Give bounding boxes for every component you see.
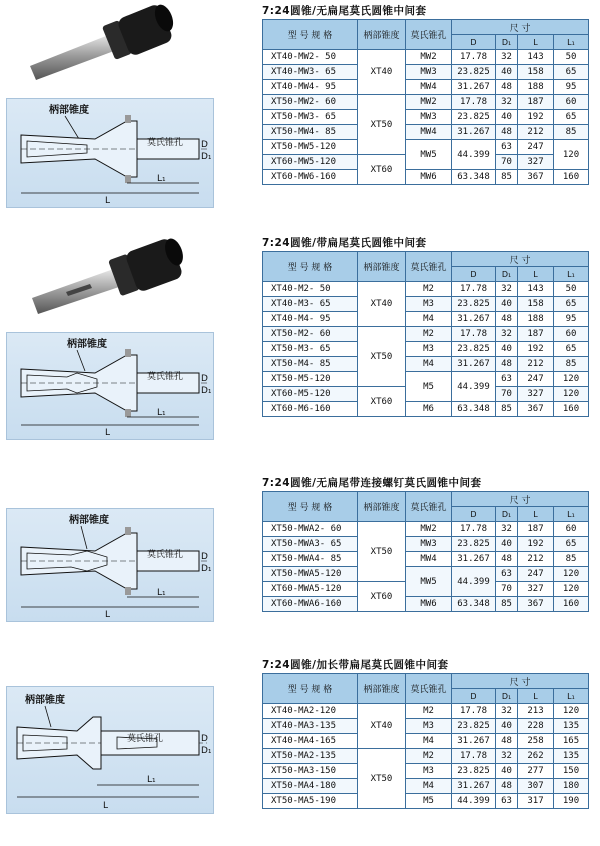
svg-text:D₁: D₁ [201,746,212,756]
header-d1: D₁ [496,267,518,282]
cell-d: 17.78 [452,327,496,342]
header-l1: L₁ [554,35,589,50]
header-model: 型 号 规 格 [263,674,358,704]
cell-d1: 40 [496,65,518,80]
cell-shank-taper: XT50 [358,522,406,582]
cell-model: XT50-M2- 60 [263,327,358,342]
cell-d1: 40 [496,110,518,125]
cell-l1: 120 [554,582,589,597]
cell-d: 23.825 [452,764,496,779]
cell-morse-bore: M6 [406,402,452,417]
cell-morse-bore: MW4 [406,80,452,95]
cell-d: 31.267 [452,552,496,567]
header-l: L [518,267,554,282]
svg-text:L: L [105,196,111,206]
cell-l1: 60 [554,95,589,110]
header-size: 尺 寸 [452,252,589,267]
spec-table-3 [262,491,589,612]
cell-d: 44.399 [452,372,496,402]
table-row [263,170,589,185]
cell-d: 23.825 [452,297,496,312]
cell-d1: 63 [496,794,518,809]
cell-d: 17.78 [452,282,496,297]
header-morse-bore: 莫氏锥孔 [406,252,452,282]
cell-morse-bore: MW2 [406,50,452,65]
cell-l: 247 [518,140,554,155]
cell-d1: 63 [496,140,518,155]
cell-l1: 120 [554,567,589,582]
header-shank-taper: 柄部锥度 [358,674,406,704]
header-l1: L₁ [554,689,589,704]
section-2 [0,232,600,452]
svg-text:莫氏锥孔: 莫氏锥孔 [147,372,184,382]
cell-l: 188 [518,80,554,95]
cell-d: 17.78 [452,749,496,764]
cell-l1: 95 [554,312,589,327]
section-title: 7:24圆锥/加长带扁尾莫氏圆锥中间套 [262,659,449,671]
section-1 [0,0,600,220]
cell-l1: 180 [554,779,589,794]
cell-model: XT40-M4- 95 [263,312,358,327]
header-morse-bore: 莫氏锥孔 [406,492,452,522]
table-row [263,327,589,342]
cell-morse-bore: MW5 [406,140,452,170]
cell-model: XT50-M3- 65 [263,342,358,357]
cell-model: XT50-MWA4- 85 [263,552,358,567]
cell-shank-taper: XT60 [358,155,406,185]
cell-d1: 32 [496,327,518,342]
cell-l: 212 [518,125,554,140]
table-row [263,552,589,567]
cell-shank-taper: XT40 [358,50,406,95]
cell-shank-taper: XT40 [358,282,406,327]
cell-l: 307 [518,779,554,794]
table-row [263,522,589,537]
cell-morse-bore: MW4 [406,552,452,567]
cell-l1: 160 [554,402,589,417]
header-model: 型 号 规 格 [263,252,358,282]
table-row [263,719,589,734]
cell-model: XT50-M4- 85 [263,357,358,372]
cell-d1: 32 [496,522,518,537]
cell-shank-taper: XT60 [358,387,406,417]
header-d1: D₁ [496,507,518,522]
cell-model: XT50-MWA2- 60 [263,522,358,537]
header-model: 型 号 规 格 [263,492,358,522]
cell-l: 212 [518,357,554,372]
cell-l1: 65 [554,342,589,357]
cell-morse-bore: M3 [406,719,452,734]
cell-d1: 48 [496,80,518,95]
svg-text:D₁: D₁ [201,386,212,396]
svg-text:L: L [105,610,111,620]
svg-text:L₁: L₁ [157,588,166,598]
spec-table-1 [262,19,589,185]
svg-text:莫氏锥孔: 莫氏锥孔 [147,550,184,560]
cell-model: XT40-M2- 50 [263,282,358,297]
cell-d1: 40 [496,297,518,312]
cell-l: 212 [518,552,554,567]
header-size: 尺 寸 [452,20,589,35]
cell-d1: 70 [496,387,518,402]
product-photo-2 [26,236,196,320]
header-d: D [452,267,496,282]
spec-table-4 [262,673,589,809]
svg-text:D: D [201,140,208,150]
cell-l1: 50 [554,50,589,65]
table-row [263,297,589,312]
cell-model: XT60-M6-160 [263,402,358,417]
cell-model: XT50-MA2-135 [263,749,358,764]
cell-d: 17.78 [452,50,496,65]
cell-d1: 48 [496,312,518,327]
table-row [263,140,589,155]
header-shank-taper: 柄部锥度 [358,252,406,282]
cell-l1: 65 [554,110,589,125]
cell-l: 277 [518,764,554,779]
cell-d1: 48 [496,357,518,372]
cell-d1: 70 [496,155,518,170]
cell-l: 367 [518,402,554,417]
cell-d: 17.78 [452,95,496,110]
cell-model: XT40-MW4- 95 [263,80,358,95]
svg-text:L₁: L₁ [157,408,166,418]
cell-d: 63.348 [452,597,496,612]
cell-d: 63.348 [452,402,496,417]
table-row [263,372,589,387]
cell-l: 158 [518,65,554,80]
cell-morse-bore: MW2 [406,95,452,110]
technical-drawing-4 [6,686,214,814]
cell-l1: 85 [554,552,589,567]
header-l: L [518,507,554,522]
svg-text:柄部锥度: 柄部锥度 [25,695,65,706]
technical-drawing-3 [6,508,214,622]
cell-morse-bore: M2 [406,749,452,764]
cell-d: 23.825 [452,537,496,552]
cell-d: 31.267 [452,357,496,372]
cell-l: 228 [518,719,554,734]
cell-d: 31.267 [452,125,496,140]
cell-d1: 32 [496,749,518,764]
svg-text:L₁: L₁ [147,775,156,785]
cell-l: 187 [518,522,554,537]
cell-l1: 60 [554,327,589,342]
cell-model: XT50-MW2- 60 [263,95,358,110]
cell-d: 31.267 [452,779,496,794]
cell-d: 23.825 [452,110,496,125]
cell-morse-bore: MW6 [406,170,452,185]
shank-taper-label: 柄部锥度 [49,105,89,116]
cell-l1: 160 [554,597,589,612]
cell-d1: 40 [496,342,518,357]
cell-morse-bore: MW3 [406,110,452,125]
cell-l1: 120 [554,704,589,719]
cell-l1: 65 [554,537,589,552]
table-row [263,80,589,95]
cell-morse-bore: M2 [406,282,452,297]
cell-shank-taper: XT60 [358,582,406,612]
cell-d1: 85 [496,597,518,612]
cell-l1: 150 [554,764,589,779]
cell-model: XT40-M3- 65 [263,297,358,312]
cell-model: XT50-M5-120 [263,372,358,387]
cell-l: 192 [518,537,554,552]
cell-morse-bore: MW4 [406,125,452,140]
cell-l: 367 [518,170,554,185]
header-morse-bore: 莫氏锥孔 [406,674,452,704]
cell-model: XT40-MW2- 50 [263,50,358,65]
table-row [263,110,589,125]
cell-shank-taper: XT50 [358,95,406,155]
cell-d1: 63 [496,372,518,387]
cell-model: XT50-MW3- 65 [263,110,358,125]
header-d: D [452,507,496,522]
header-l: L [518,35,554,50]
header-morse-bore: 莫氏锥孔 [406,20,452,50]
svg-text:柄部锥度: 柄部锥度 [67,339,107,350]
svg-text:D: D [201,552,208,562]
cell-d1: 32 [496,704,518,719]
cell-l1: 120 [554,372,589,387]
cell-morse-bore: MW2 [406,522,452,537]
section-title: 7:24圆锥/无扁尾莫氏圆锥中间套 [262,5,427,17]
cell-l1: 120 [554,387,589,402]
cell-morse-bore: M2 [406,704,452,719]
cell-d: 63.348 [452,170,496,185]
cell-model: XT50-MA4-180 [263,779,358,794]
header-d: D [452,689,496,704]
cell-l: 327 [518,155,554,170]
cell-model: XT60-M5-120 [263,387,358,402]
cell-l: 143 [518,282,554,297]
svg-text:L₁: L₁ [157,174,166,184]
cell-shank-taper: XT40 [358,704,406,749]
cell-d: 44.399 [452,794,496,809]
cell-d1: 32 [496,95,518,110]
cell-shank-taper: XT50 [358,749,406,809]
cell-l: 158 [518,297,554,312]
cell-model: XT60-MWA5-120 [263,582,358,597]
cell-d1: 48 [496,552,518,567]
svg-text:D₁: D₁ [201,564,212,574]
cell-morse-bore: M4 [406,734,452,749]
cell-l1: 65 [554,65,589,80]
cell-morse-bore: M2 [406,327,452,342]
cell-l: 262 [518,749,554,764]
svg-text:莫氏锥孔: 莫氏锥孔 [127,734,164,744]
svg-text:L: L [103,801,109,811]
spec-table-2 [262,251,589,417]
cell-model: XT60-MW5-120 [263,155,358,170]
cell-l1: 60 [554,522,589,537]
cell-morse-bore: M4 [406,312,452,327]
cell-model: XT40-MW3- 65 [263,65,358,80]
cell-morse-bore: M5 [406,794,452,809]
table-row [263,794,589,809]
cell-l: 367 [518,597,554,612]
cell-l: 247 [518,372,554,387]
cell-d: 31.267 [452,312,496,327]
table-row [263,567,589,582]
table-row [263,282,589,297]
cell-morse-bore: MW5 [406,567,452,597]
table-row [263,764,589,779]
cell-l: 188 [518,312,554,327]
cell-d1: 85 [496,170,518,185]
cell-l1: 85 [554,125,589,140]
cell-l: 213 [518,704,554,719]
cell-l: 327 [518,387,554,402]
cell-l1: 135 [554,719,589,734]
section-4 [0,656,600,846]
table-row [263,597,589,612]
table-row [263,357,589,372]
cell-l1: 160 [554,170,589,185]
cell-shank-taper: XT50 [358,327,406,387]
header-l: L [518,689,554,704]
cell-morse-bore: M3 [406,297,452,312]
cell-d1: 48 [496,779,518,794]
table-row [263,734,589,749]
cell-d1: 40 [496,764,518,779]
cell-model: XT60-MW6-160 [263,170,358,185]
product-photo-1 [26,4,186,84]
cell-l: 247 [518,567,554,582]
cell-model: XT50-MWA5-120 [263,567,358,582]
cell-l: 258 [518,734,554,749]
cell-d: 44.399 [452,567,496,597]
cell-l1: 135 [554,749,589,764]
section-title: 7:24圆锥/无扁尾带连接螺钉莫氏圆锥中间套 [262,477,482,489]
cell-morse-bore: M5 [406,372,452,402]
cell-l: 187 [518,327,554,342]
cell-model: XT50-MA3-150 [263,764,358,779]
cell-l1: 85 [554,357,589,372]
cell-d1: 40 [496,719,518,734]
header-model: 型 号 规 格 [263,20,358,50]
cell-d1: 32 [496,50,518,65]
section-3 [0,472,600,642]
cell-d1: 48 [496,734,518,749]
cell-d1: 63 [496,567,518,582]
table-row [263,342,589,357]
cell-d: 17.78 [452,704,496,719]
cell-morse-bore: M4 [406,357,452,372]
cell-d1: 32 [496,282,518,297]
header-l1: L₁ [554,507,589,522]
svg-text:柄部锥度: 柄部锥度 [69,515,109,526]
svg-text:D₁: D₁ [201,152,212,162]
cell-d: 23.825 [452,65,496,80]
cell-morse-bore: M3 [406,764,452,779]
cell-l1: 165 [554,734,589,749]
cell-l: 187 [518,95,554,110]
cell-l: 317 [518,794,554,809]
table-row [263,125,589,140]
cell-model: XT40-MA3-135 [263,719,358,734]
cell-model: XT60-MWA6-160 [263,597,358,612]
table-row [263,749,589,764]
cell-l1: 50 [554,282,589,297]
cell-model: XT40-MA2-120 [263,704,358,719]
cell-morse-bore: MW3 [406,65,452,80]
cell-d1: 85 [496,402,518,417]
header-d: D [452,35,496,50]
header-shank-taper: 柄部锥度 [358,492,406,522]
cell-morse-bore: M3 [406,342,452,357]
cell-model: XT50-MA5-190 [263,794,358,809]
header-shank-taper: 柄部锥度 [358,20,406,50]
cell-d1: 40 [496,537,518,552]
section-title: 7:24圆锥/带扁尾莫氏圆锥中间套 [262,237,427,249]
cell-morse-bore: MW3 [406,537,452,552]
cell-l: 327 [518,582,554,597]
svg-text:D: D [201,374,208,384]
svg-text:L: L [105,428,111,438]
cell-d: 17.78 [452,522,496,537]
cell-l: 192 [518,342,554,357]
cell-d: 31.267 [452,734,496,749]
cell-d: 44.399 [452,140,496,170]
cell-model: XT50-MWA3- 65 [263,537,358,552]
cell-l1: 120 [554,140,589,170]
cell-model: XT50-MW4- 85 [263,125,358,140]
cell-d1: 70 [496,582,518,597]
cell-morse-bore: MW6 [406,597,452,612]
cell-l: 143 [518,50,554,65]
header-d1: D₁ [496,689,518,704]
header-size: 尺 寸 [452,674,589,689]
table-row [263,312,589,327]
table-row [263,95,589,110]
table-row [263,704,589,719]
cell-l1: 65 [554,297,589,312]
header-d1: D₁ [496,35,518,50]
cell-d: 31.267 [452,80,496,95]
cell-l: 192 [518,110,554,125]
header-l1: L₁ [554,267,589,282]
cell-morse-bore: M4 [406,779,452,794]
table-row [263,779,589,794]
morse-bore-label: 莫氏锥孔 [147,138,184,148]
table-row [263,402,589,417]
cell-d: 23.825 [452,719,496,734]
cell-l1: 95 [554,80,589,95]
cell-d1: 48 [496,125,518,140]
table-row [263,537,589,552]
cell-model: XT40-MA4-165 [263,734,358,749]
cell-d: 23.825 [452,342,496,357]
technical-drawing-1 [6,98,214,208]
cell-model: XT50-MW5-120 [263,140,358,155]
technical-drawing-2 [6,332,214,440]
table-row [263,65,589,80]
svg-text:D: D [201,734,208,744]
header-size: 尺 寸 [452,492,589,507]
cell-l1: 190 [554,794,589,809]
table-row [263,50,589,65]
